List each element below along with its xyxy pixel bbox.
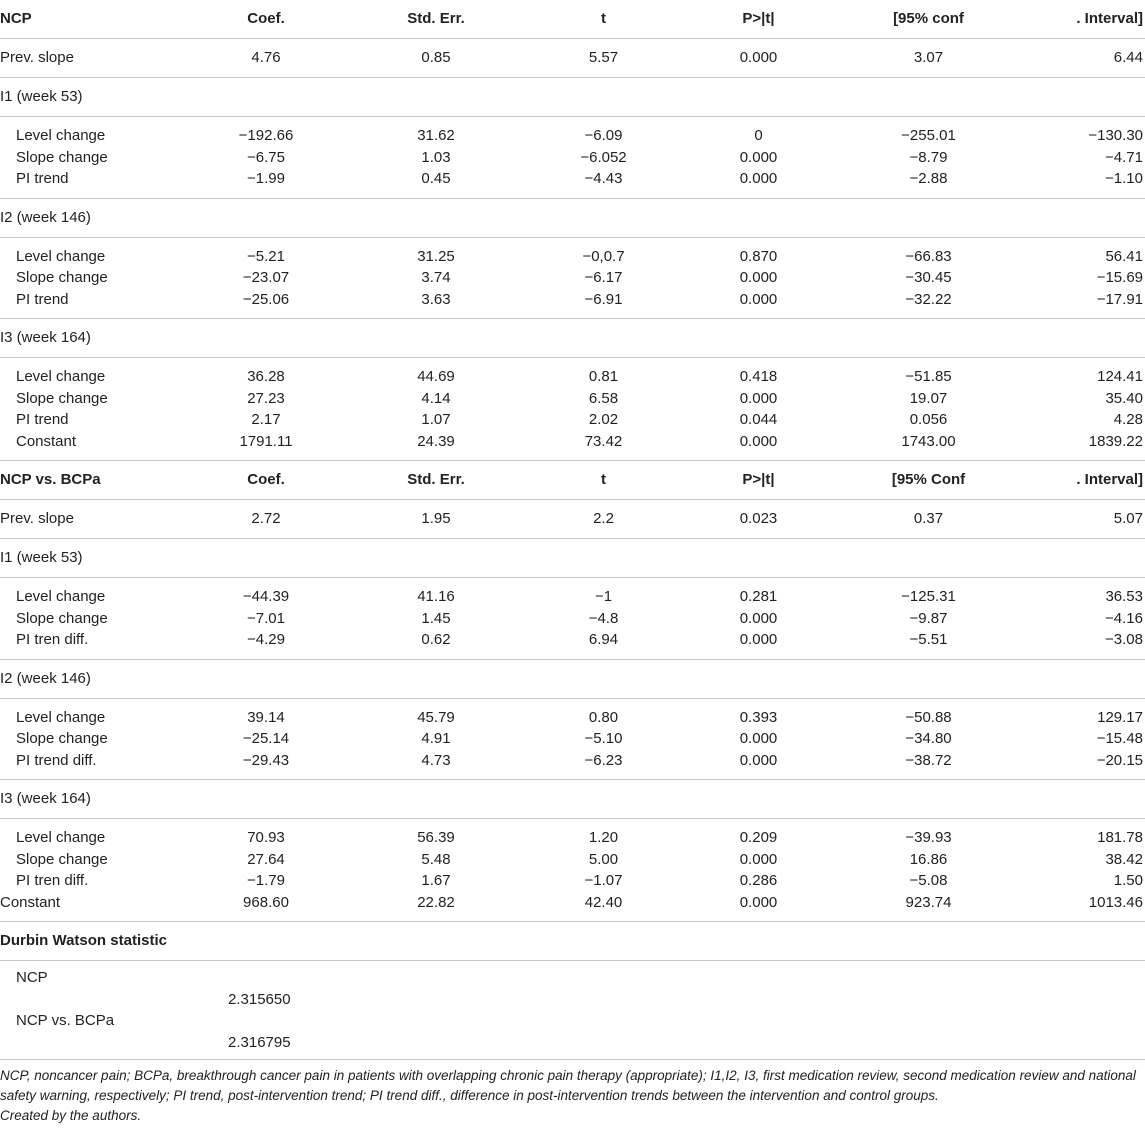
cell-value: 0.000 [739, 730, 778, 747]
cell-value: 1791.11 [186, 431, 346, 461]
cell-value: −1.07 [584, 872, 623, 889]
cell-value: −51.85 [905, 368, 952, 385]
cell-value: −25.14 [242, 730, 290, 747]
cell-value: −20.15 [1021, 750, 1145, 780]
row-label: Level change [16, 127, 106, 144]
cell-value: 1839.22 [1021, 431, 1145, 461]
cell-value: 0.044 [739, 411, 778, 428]
cell-value: 4.76 [186, 39, 346, 78]
cell-value: 5.57 [526, 39, 681, 78]
cell-value: 70.93 [247, 829, 285, 846]
header-row [0, 0, 1145, 39]
cell-value: −1.79 [247, 872, 285, 889]
cell-value: 1.07 [421, 411, 451, 428]
cell-value: −0,0.7 [582, 247, 625, 265]
cell-value: 0.80 [588, 708, 619, 726]
cell-value: 3.63 [346, 289, 526, 319]
cell-value: −6.052 [580, 148, 627, 166]
cell-value: 56.39 [417, 829, 455, 846]
cell-value: −4.43 [526, 168, 681, 198]
table-row [0, 168, 1145, 198]
cell-value: −6.23 [526, 750, 681, 780]
cell-value: 0.000 [681, 750, 836, 780]
row-label: Constant [0, 431, 186, 461]
section-header-row [0, 539, 1145, 578]
cell-value: −15.69 [1096, 269, 1143, 286]
cell-value: 2.17 [251, 411, 281, 428]
section-header-row [0, 780, 1145, 819]
cell-value: 124.41 [1097, 368, 1143, 385]
cell-value: 5.48 [421, 850, 451, 868]
table-row [0, 500, 1145, 539]
section-header-row [0, 659, 1145, 698]
cell-value: 0.000 [681, 39, 836, 78]
cell-value: 36.53 [1105, 588, 1143, 605]
cell-value: P>|t| [681, 461, 836, 500]
section-title: I2 (week 146) [0, 198, 1145, 237]
cell-value: 2.02 [588, 411, 619, 428]
cell-value: Std. Err. [346, 0, 526, 39]
table-row [0, 698, 1145, 728]
cell-value: −7.01 [247, 609, 285, 627]
cell-value: 22.82 [346, 892, 526, 922]
section-title: I2 (week 146) [0, 659, 1145, 698]
cell-value: 0.000 [681, 892, 836, 922]
cell-value: 1.03 [421, 148, 451, 166]
cell-value: −17.91 [1021, 289, 1145, 319]
cell-value: 5.00 [588, 850, 619, 868]
cell-value: 0.37 [836, 500, 1021, 539]
cell-value: 0.000 [681, 289, 836, 319]
cell-value: 0 [754, 127, 763, 144]
cell-value: . Interval] [1021, 0, 1145, 39]
cell-value: −1.10 [1021, 168, 1145, 198]
row-label: PI trend [0, 168, 186, 198]
cell-value: 0.000 [739, 389, 778, 407]
cell-value: −23.07 [242, 269, 290, 286]
cell-value: 5.07 [1021, 500, 1145, 539]
cell-value: −29.43 [186, 750, 346, 780]
header-row [0, 461, 1145, 500]
durbin-watson-title: Durbin Watson statistic [0, 922, 1145, 961]
cell-value: −4.71 [1105, 148, 1143, 166]
table-row [0, 289, 1145, 319]
row-label: NCP [0, 0, 186, 39]
cell-value: −1 [594, 588, 613, 605]
cell-value: −5.21 [247, 247, 285, 265]
cell-value: 1.45 [421, 609, 451, 627]
row-label: Slope change [16, 730, 108, 747]
cell-value: −30.45 [905, 269, 952, 286]
row-label: Slope change [16, 850, 108, 868]
cell-value: −4.16 [1105, 609, 1143, 627]
cell-value: Std. Err. [346, 461, 526, 500]
cell-value: −39.93 [905, 829, 952, 846]
cell-value: −6.75 [247, 148, 285, 166]
table-row [0, 358, 1145, 388]
cell-value: −3.08 [1021, 629, 1145, 659]
cell-value: 0.000 [681, 629, 836, 659]
cell-value: 3.07 [836, 39, 1021, 78]
cell-value: 42.40 [526, 892, 681, 922]
cell-value: 38.42 [1105, 850, 1143, 868]
row-label: Level change [16, 588, 106, 605]
cell-value: 0.023 [681, 500, 836, 539]
cell-value: 44.69 [417, 368, 455, 385]
row-label: Constant [0, 892, 186, 922]
cell-value: [95% conf [836, 0, 1021, 39]
cell-value: 1743.00 [836, 431, 1021, 461]
cell-value: 181.78 [1097, 829, 1143, 846]
cell-value: 2.72 [186, 500, 346, 539]
cell-value: −34.80 [905, 730, 952, 747]
cell-value: [95% Conf [836, 461, 1021, 500]
cell-value: 0.000 [739, 609, 778, 627]
cell-value: Coef. [186, 461, 346, 500]
cell-value: 31.25 [417, 247, 455, 265]
cell-value: 73.42 [526, 431, 681, 461]
cell-value: 35.40 [1105, 389, 1143, 407]
footnote-abbreviations: NCP, noncancer pain; BCPa, breakthrough cancer pain in patients with overlapping chronic pain therapy (appropriate); I1,I2, I3, first medication review, second medication review and national safety warning, respectively; PI trend, post-intervention trend; PI trend diff., difference in post-intervention trends between the intervention and control groups. [0, 1068, 1136, 1103]
row-label: PI trend [16, 411, 69, 428]
table-row [0, 819, 1145, 849]
row-label: Prev. slope [0, 500, 186, 539]
cell-value: 1.67 [421, 872, 451, 889]
cell-value: −25.06 [186, 289, 346, 319]
cell-value: 0.209 [739, 829, 778, 846]
cell-value: −4.8 [588, 609, 619, 627]
cell-value: 0.286 [739, 872, 778, 889]
cell-value: 0.000 [681, 168, 836, 198]
table-row [0, 431, 1145, 461]
cell-value: −32.22 [836, 289, 1021, 319]
cell-value: 41.16 [417, 588, 455, 605]
cell-value: t [526, 461, 681, 500]
section-header-row [0, 78, 1145, 117]
cell-value: −6.91 [526, 289, 681, 319]
cell-value: 968.60 [186, 892, 346, 922]
cell-value: 0.393 [739, 708, 778, 726]
cell-value: 923.74 [836, 892, 1021, 922]
cell-value: 6.58 [588, 389, 619, 407]
durbin-watson-section [0, 922, 1145, 1060]
section-header-row [0, 198, 1145, 237]
row-label: Slope change [16, 609, 108, 627]
durbin-watson-values [0, 961, 1145, 1060]
cell-value: 1.95 [346, 500, 526, 539]
cell-value: 4.28 [1113, 411, 1143, 428]
cell-value: −5.08 [909, 872, 948, 889]
row-label: Slope change [16, 148, 108, 166]
cell-value: −192.66 [238, 127, 294, 144]
row-label: PI trend diff. [0, 750, 186, 780]
cell-value: −1.99 [186, 168, 346, 198]
cell-value: 2.2 [526, 500, 681, 539]
cell-value: 4.73 [346, 750, 526, 780]
row-label: PI tren diff. [0, 629, 186, 659]
table-footnote [0, 1060, 1145, 1126]
cell-value: −125.31 [901, 588, 956, 605]
cell-value: 27.23 [247, 389, 285, 407]
section-title: I1 (week 53) [0, 78, 1145, 117]
cell-value: 1.20 [588, 829, 619, 846]
cell-value: 1.50 [1113, 872, 1143, 889]
row-label: Slope change [16, 389, 108, 407]
table-row [0, 728, 1145, 750]
table-row [0, 750, 1145, 780]
footnote-credit: Created by the authors. [0, 1108, 142, 1123]
cell-value: 4.14 [421, 389, 451, 407]
row-label: NCP vs. BCPa [0, 461, 186, 500]
cell-value: 1013.46 [1021, 892, 1145, 922]
cell-value: 16.86 [909, 850, 948, 868]
cell-value: −9.87 [909, 609, 948, 627]
cell-value: 24.39 [346, 431, 526, 461]
cell-value: 0.000 [739, 148, 778, 166]
cell-value: −66.83 [905, 247, 952, 265]
cell-value: −130.30 [1088, 127, 1143, 144]
cell-value: 0.281 [739, 588, 778, 605]
cell-value: 3.74 [421, 269, 451, 286]
row-label: Level change [16, 829, 106, 846]
row-label: PI trend [0, 289, 186, 319]
row-label: Level change [16, 247, 106, 265]
durbin-watson-label: NCP vs. BCPa [16, 1012, 115, 1029]
cell-value: 0.62 [346, 629, 526, 659]
table-row [0, 892, 1145, 922]
cell-value: −15.48 [1096, 730, 1143, 747]
cell-value: 27.64 [247, 850, 285, 868]
section-title: I1 (week 53) [0, 539, 1145, 578]
cell-value: 36.28 [247, 368, 285, 385]
row-label: PI tren diff. [16, 872, 89, 889]
cell-value: 0.45 [346, 168, 526, 198]
durbin-watson-value: 2.315650 [228, 990, 291, 1008]
cell-value: 0.81 [588, 368, 619, 385]
cell-value: −5.10 [584, 730, 623, 747]
cell-value: −50.88 [905, 708, 952, 726]
cell-value: −44.39 [242, 588, 290, 605]
row-label: Slope change [16, 269, 108, 286]
cell-value: 0.000 [739, 269, 778, 286]
cell-value: 0.870 [739, 247, 778, 265]
row-label: Level change [16, 708, 106, 726]
cell-value: P>|t| [681, 0, 836, 39]
cell-value: 0.418 [739, 368, 778, 385]
cell-value: t [526, 0, 681, 39]
row-label: Prev. slope [0, 39, 186, 78]
durbin-watson-value: 2.316795 [228, 1033, 291, 1051]
cell-value: 45.79 [417, 708, 455, 726]
cell-value: 19.07 [909, 389, 948, 407]
cell-value: −6.09 [584, 127, 623, 144]
cell-value: −8.79 [909, 148, 948, 166]
cell-value: −5.51 [836, 629, 1021, 659]
cell-value: 56.41 [1105, 247, 1143, 265]
section-title: I3 (week 164) [0, 319, 1145, 358]
durbin-watson-label: NCP [16, 969, 48, 986]
cell-value: −6.17 [584, 269, 623, 286]
cell-value: 31.62 [417, 127, 455, 144]
table-row [0, 237, 1145, 267]
table-row [0, 39, 1145, 78]
cell-value: −2.88 [836, 168, 1021, 198]
cell-value: 6.44 [1021, 39, 1145, 78]
section-header-row [0, 319, 1145, 358]
cell-value: −4.29 [186, 629, 346, 659]
cell-value: 0.85 [346, 39, 526, 78]
cell-value: Coef. [186, 0, 346, 39]
cell-value: 4.91 [421, 730, 451, 747]
cell-value: 0.000 [739, 850, 778, 868]
table-row [0, 629, 1145, 659]
cell-value: 0.000 [681, 431, 836, 461]
table-row [0, 117, 1145, 147]
table-row [0, 870, 1145, 892]
cell-value: 39.14 [247, 708, 285, 726]
cell-value: −255.01 [901, 127, 956, 144]
table-row [0, 147, 1145, 169]
table-row [0, 409, 1145, 431]
row-label: Level change [16, 368, 106, 385]
cell-value: −38.72 [836, 750, 1021, 780]
table-row [0, 267, 1145, 289]
section-title: I3 (week 164) [0, 780, 1145, 819]
table-row [0, 578, 1145, 608]
cell-value: . Interval] [1021, 461, 1145, 500]
table-row [0, 608, 1145, 630]
table-row [0, 388, 1145, 410]
table-row [0, 849, 1145, 871]
cell-value: 129.17 [1097, 708, 1143, 726]
cell-value: 6.94 [526, 629, 681, 659]
cell-value: 0.056 [909, 411, 948, 428]
